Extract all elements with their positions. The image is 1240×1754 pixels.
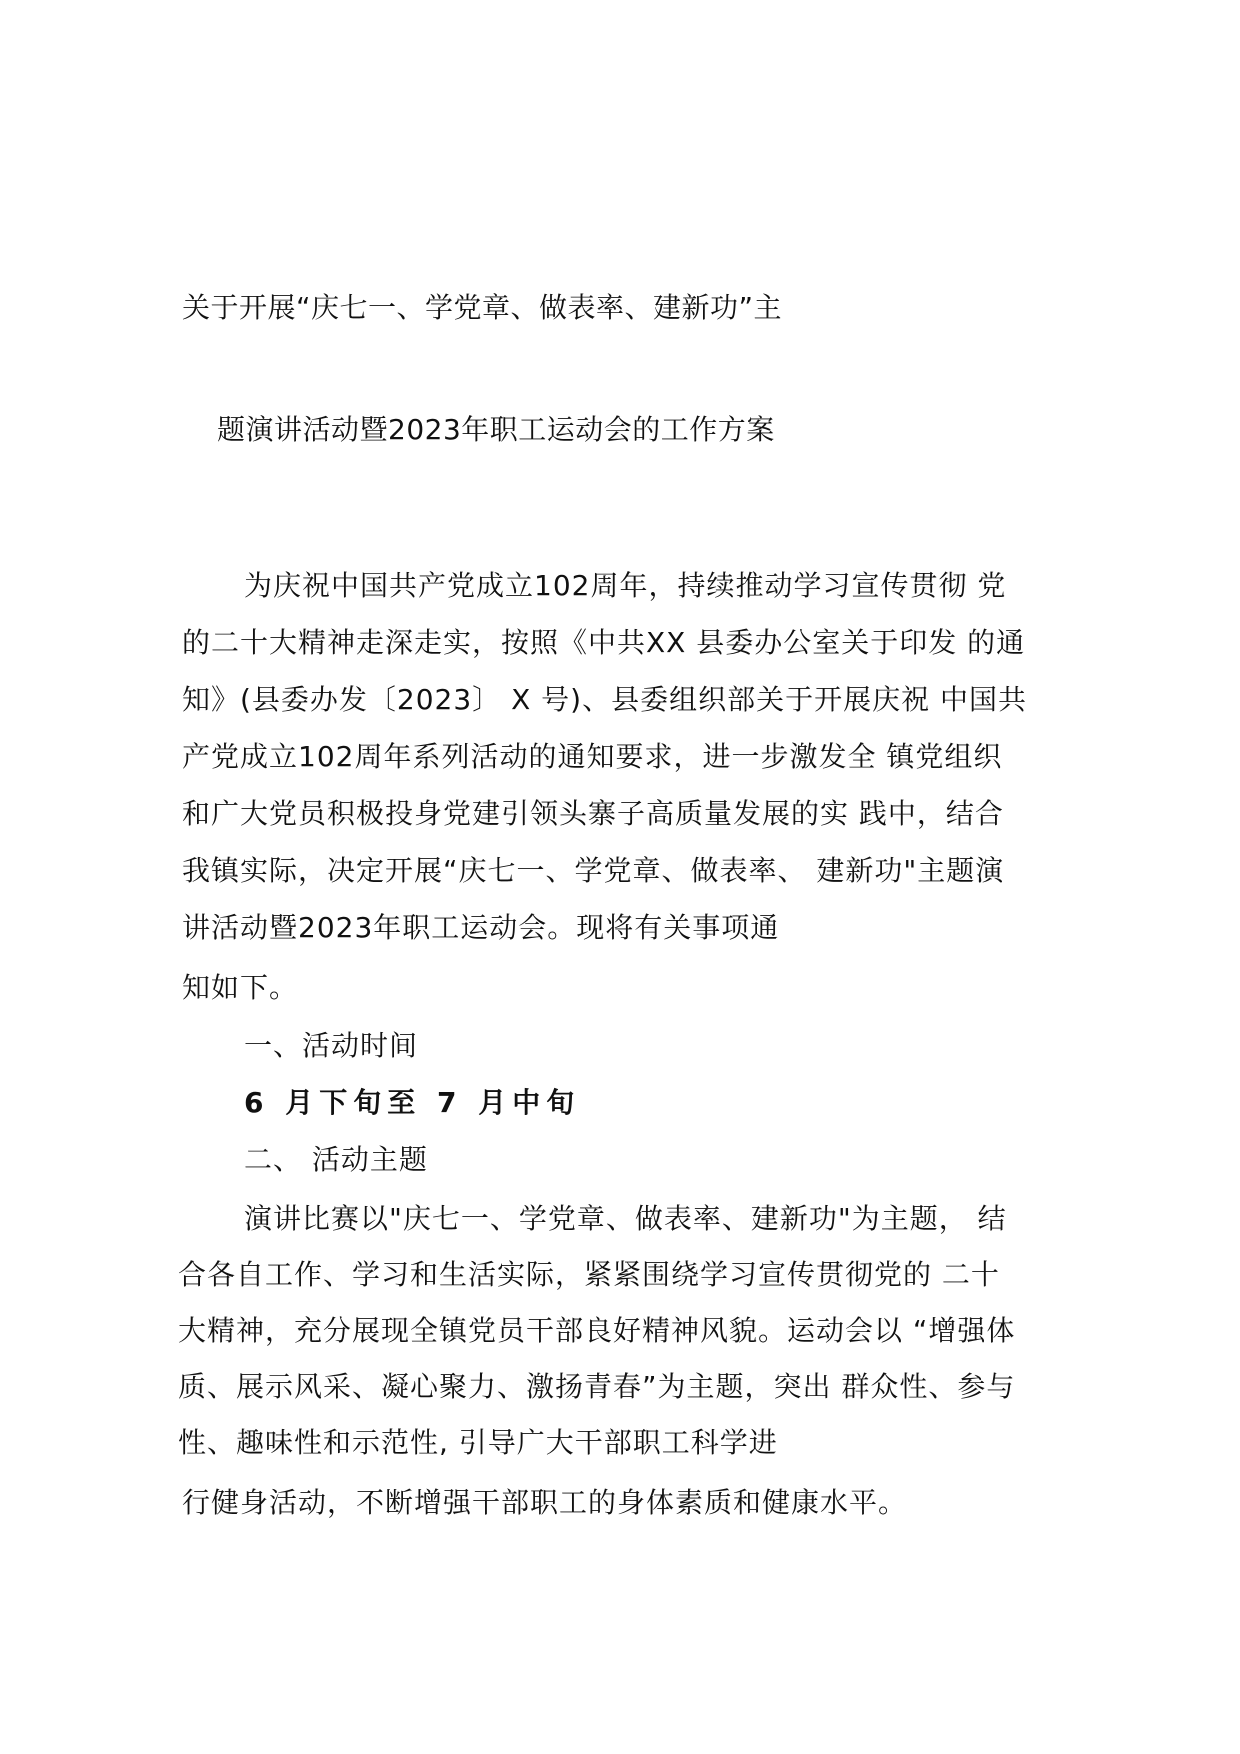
- section-2-line-6: 行健身活动，不断增强干部职工的身体素质和健康水平。: [182, 1486, 908, 1519]
- intro-line-1: 为庆祝中国共产党成立102周年，持续推动学习宣传贯彻 党: [244, 569, 1007, 602]
- section-2-line-5: 性、趣味性和示范性, 引导广大干部职工科学进: [178, 1426, 778, 1459]
- intro-line-5: 和广大党员积极投身党建引领头寨子高质量发展的实 践中，结合: [182, 797, 1004, 830]
- intro-line-2: 的二十大精神走深走实，按照《中共XX 县委办公室关于印发 的通: [182, 626, 1026, 659]
- intro-line-6: 我镇实际，决定开展“庆七一、学党章、做表率、 建新功"主题演: [182, 854, 1005, 887]
- intro-line-7: 讲活动暨2023年职工运动会。现将有关事项通: [182, 911, 780, 944]
- section-1-body: 6 月下旬至 7 月中旬: [244, 1086, 581, 1119]
- document-title-line-2: 题演讲活动暨2023年职工运动会的工作方案: [217, 413, 775, 446]
- section-2-line-3: 大精神，充分展现全镇党员干部良好精神风貌。运动会以 “增强体: [178, 1314, 1016, 1347]
- intro-line-8: 知如下。: [182, 971, 299, 1004]
- section-1-heading: 一、活动时间: [244, 1029, 419, 1062]
- section-2-line-1: 演讲比赛以"庆七一、学党章、做表率、建新功"为主题， 结: [244, 1202, 1007, 1235]
- section-2-heading: 二、 活动主题: [244, 1143, 428, 1176]
- intro-line-4: 产党成立102周年系列活动的通知要求，进一步激发全 镇党组织: [182, 740, 1003, 773]
- intro-line-3: 知》(县委办发〔2023〕 X 号)、县委组织部关于开展庆祝 中国共: [182, 683, 1027, 716]
- section-2-line-2: 合各自工作、学习和生活实际，紧紧围绕学习宣传贯彻党的 二十: [178, 1258, 1000, 1291]
- section-2-line-4: 质、展示风采、凝心聚力、激扬青春”为主题，突出 群众性、参与: [178, 1370, 1016, 1403]
- document-title-line-1: 关于开展“庆七一、学党章、做表率、建新功”主: [182, 291, 783, 324]
